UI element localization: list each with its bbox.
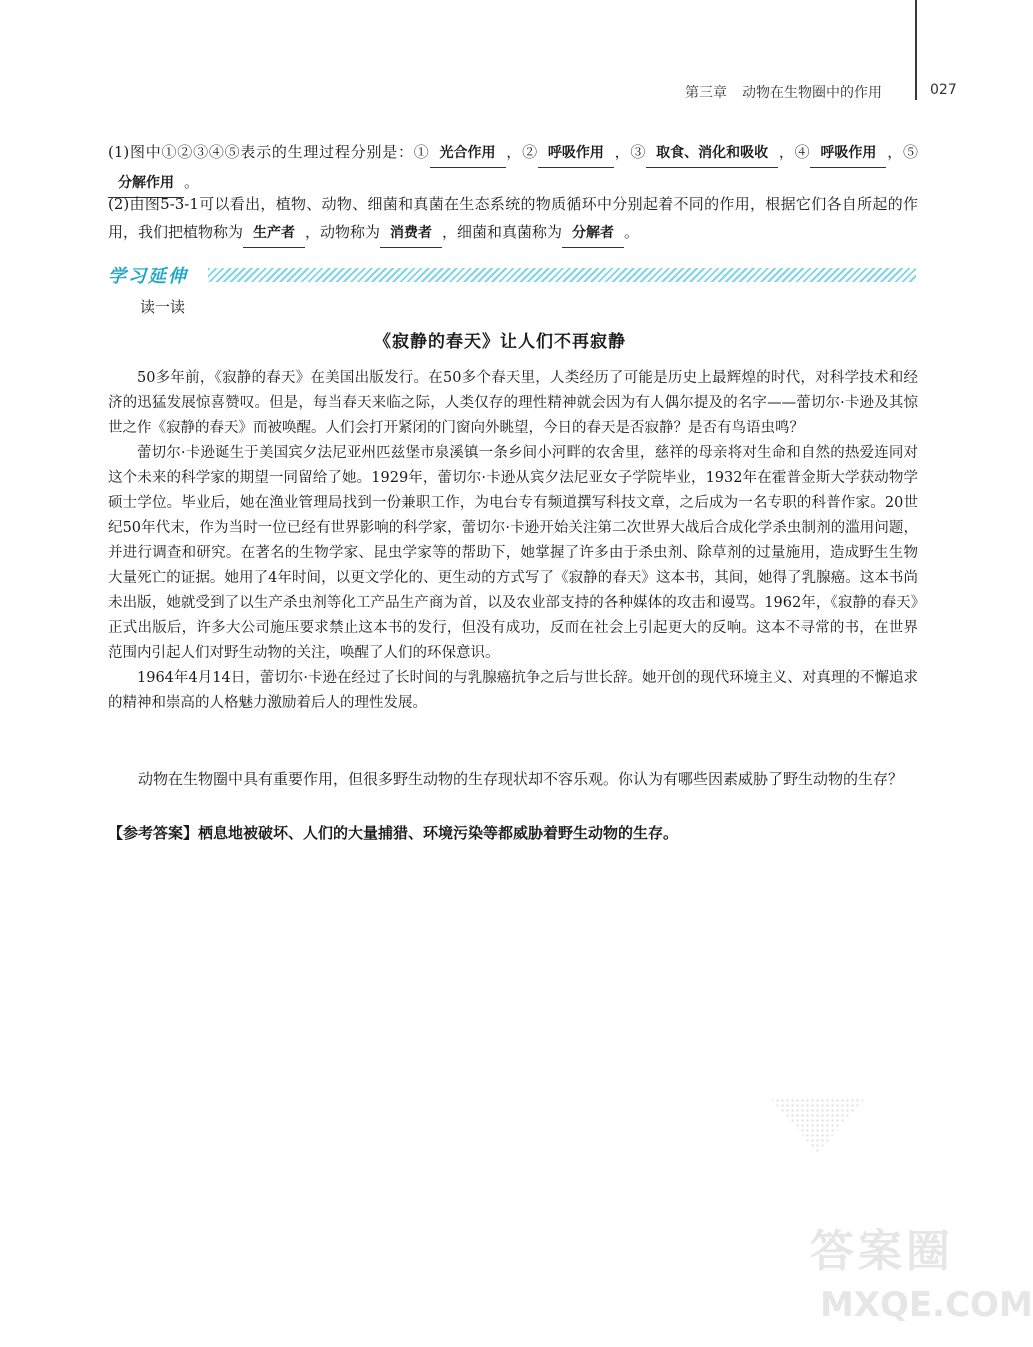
section-hatch-decoration	[208, 268, 916, 282]
page-number: 027	[930, 82, 957, 98]
question-2	[108, 190, 918, 248]
q1-prefix: (1)图中①②③④⑤表示的生理过程分别是：①	[108, 143, 430, 161]
dot-pattern-decoration	[770, 1098, 865, 1153]
q2-answer-1: 生产者	[243, 219, 305, 248]
article-title: 《寂静的春天》让人们不再寂静	[374, 332, 626, 352]
q1-end: 。	[184, 173, 200, 191]
q1-sep-3: ，④	[778, 143, 811, 161]
q2-sep-1: ，动物称为	[305, 223, 381, 241]
q1-answer-1: 光合作用	[430, 139, 506, 168]
q1-sep-4: ，⑤	[886, 143, 918, 161]
article-paragraph: 蕾切尔·卡逊诞生于美国宾夕法尼亚州匹兹堡市泉溪镇一条乡间小河畔的农舍里，慈祥的母亲将对生命和自然的热爱连同对这个未来的科学家的期望一同留给了她。1929年，蕾切尔·卡逊从宾夕法尼亚女子学院毕业，1932年在霍普金斯大学获动物学硕士学位。毕业后，她在渔业管理局找到一份兼职工作，为电台专有频道撰写科技文章，之后成为一名专职的科普作家。20世纪50年代末，作为当时一位已经有世界影响的科学家，蕾切尔·卡逊开始关注第二次世界大战后合成化学杀虫制剂的滥用问题，并进行调查和研究。在著名的生物学家、昆虫学家等的帮助下，她掌握了许多由于杀虫剂、除草剂的过量施用，造成野生生物大量死亡的证据。她用了4年时间，以更文学化的、更生动的方式写了《寂静的春天》这本书，其间，她得了乳腺癌。这本书尚未出版，她就受到了以生产杀虫剂等化工产品生产商为首，以及农业部支持的各种媒体的攻击和谩骂。1962年，《寂静的春天》正式出版后，许多大公司施压要求禁止这本书的发行，但没有成功，反而在社会上引起更大的反响。这本不寻常的书，在世界范围内引起人们对野生动物的关注，唤醒了人们的环保意识。	[108, 445, 918, 661]
q2-prefix: (2)由图5-3-1可以看出，植物、动物、细菌和真菌在生态系统的物质循环中分别起着不同的作用，根据它们各自所起的作用，我们把植物称为	[108, 195, 918, 241]
chapter-title: 动物在生物圈中的作用	[742, 85, 882, 101]
q1-answer-5: 分解作用	[108, 169, 184, 198]
q2-answer-2: 消费者	[380, 219, 442, 248]
reference-answer: 【参考答案】栖息地被破坏、人们的大量捕猎、环境污染等都威胁着野生动物的生存。	[108, 824, 679, 842]
q1-sep-2: ，③	[613, 143, 647, 161]
watermark-bottom-text: MXQE.COM	[820, 1285, 1033, 1325]
article-paragraph: 50多年前，《寂静的春天》在美国出版发行。在50多个春天里，人类经历了可能是历史上最辉煌的时代，对科学技术和经济的迅猛发展惊喜赞叹。但是，每当春天来临之际，人类仅存的理性精神就会因为有人偶尔提及的名字——蕾切尔·卡逊及其惊世之作《寂静的春天》而被唤醒。人们会打开紧闭的门窗向外眺望，今日的春天是否寂静？是否有鸟语虫鸣？	[108, 370, 918, 436]
extension-question: 动物在生物圈中具有重要作用，但很多野生动物的生存现状却不容乐观。你认为有哪些因素威胁了野生动物的生存？	[138, 770, 904, 788]
chapter-label: 第三章	[685, 85, 727, 101]
q1-answer-4: 呼吸作用	[810, 139, 886, 168]
watermark-top-text: 答案圈	[810, 1226, 954, 1277]
q2-end: 。	[624, 223, 640, 241]
q1-sep-1: ，②	[505, 143, 538, 161]
q2-sep-2: ，细菌和真菌称为	[442, 223, 563, 241]
article-body	[108, 366, 918, 716]
page-header	[600, 80, 955, 104]
section-title: 学习延伸	[108, 266, 188, 287]
question-1	[108, 138, 918, 198]
q1-answer-3: 取食、消化和吸收	[646, 139, 778, 168]
watermark-logo	[790, 1215, 1033, 1335]
section-header	[108, 262, 916, 288]
q1-answer-2: 呼吸作用	[538, 139, 614, 168]
article-paragraph: 1964年4月14日，蕾切尔·卡逊在经过了长时间的与乳腺癌抗争之后与世长辞。她开创的现代环境主义、对真理的不懈追求的精神和崇高的人格魅力激励着后人的理性发展。	[108, 670, 918, 711]
read-label: 读一读	[140, 298, 186, 316]
q2-answer-3: 分解者	[562, 219, 624, 248]
